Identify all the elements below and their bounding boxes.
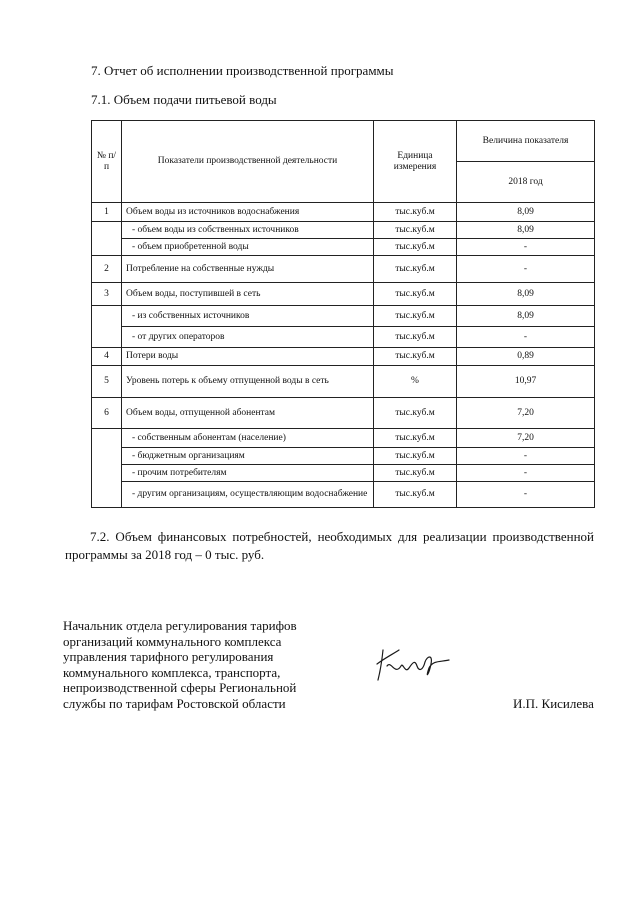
row-indicator: - собственным абонентам (население) — [122, 429, 374, 448]
signatory-name: И.П. Кисилева — [513, 696, 594, 711]
row-unit: тыс.куб.м — [374, 448, 457, 465]
position-line: непроизводственной сферы Региональной — [63, 680, 297, 695]
row-value: 10,97 — [457, 366, 595, 398]
table-row — [92, 327, 595, 348]
row-indicator: Объем воды, поступившей в сеть — [122, 283, 374, 306]
row-unit: тыс.куб.м — [374, 283, 457, 306]
row-indicator: - объем воды из собственных источников — [122, 222, 374, 239]
row-num: 2 — [92, 256, 122, 283]
row-num — [92, 429, 122, 508]
handwritten-signature — [373, 640, 453, 684]
header-indicator: Показатели производственной деятельности — [122, 121, 374, 203]
header-num: № п/п — [92, 121, 122, 203]
row-value: 8,09 — [457, 203, 595, 222]
row-unit: тыс.куб.м — [374, 222, 457, 239]
row-unit: тыс.куб.м — [374, 306, 457, 327]
table-row — [92, 448, 595, 465]
position-line: службы по тарифам Ростовской области — [63, 695, 286, 711]
row-num: 6 — [92, 398, 122, 429]
header-value-group: Величина показателя — [457, 121, 595, 162]
row-unit: тыс.куб.м — [374, 327, 457, 348]
table-row — [92, 203, 595, 222]
row-indicator: Уровень потерь к объему отпущенной воды в сеть — [122, 366, 374, 398]
position-line: Начальник отдела регулирования тарифов — [63, 618, 297, 633]
row-value: 8,09 — [457, 283, 595, 306]
table-row — [92, 222, 595, 239]
row-value: 8,09 — [457, 306, 595, 327]
table-row — [92, 256, 595, 283]
row-unit: тыс.куб.м — [374, 239, 457, 256]
row-unit: тыс.куб.м — [374, 348, 457, 366]
position-line: коммунального комплекса, транспорта, — [63, 664, 281, 680]
row-indicator: - объем приобретенной воды — [122, 239, 374, 256]
row-value: 0,89 — [457, 348, 595, 366]
subsection-title: 7.1. Объем подачи питьевой воды — [91, 92, 277, 107]
row-num: 1 — [92, 203, 122, 222]
table-row — [92, 366, 595, 398]
row-unit: тыс.куб.м — [374, 256, 457, 283]
row-num — [92, 306, 122, 348]
row-indicator: - от других операторов — [122, 327, 374, 348]
row-num — [92, 222, 122, 256]
row-value: 8,09 — [457, 222, 595, 239]
row-unit: тыс.куб.м — [374, 482, 457, 508]
row-indicator: - из собственных источников — [122, 306, 374, 327]
row-value: - — [457, 482, 595, 508]
table-row — [92, 283, 595, 306]
table-row — [92, 398, 595, 429]
position-line: управления тарифного регулирования — [63, 649, 274, 664]
row-unit: тыс.куб.м — [374, 429, 457, 448]
row-num: 4 — [92, 348, 122, 366]
row-indicator: - бюджетным организациям — [122, 448, 374, 465]
row-value: - — [457, 256, 595, 283]
table-row — [92, 465, 595, 482]
row-value: - — [457, 327, 595, 348]
table-row — [92, 429, 595, 448]
row-unit: тыс.куб.м — [374, 398, 457, 429]
row-indicator: - другим организациям, осуществляющим водоснабжение — [122, 482, 374, 508]
row-indicator: Объем воды из источников водоснабжения — [122, 203, 374, 222]
header-year: 2018 год — [457, 162, 595, 203]
position-line: организаций коммунального комплекса — [63, 633, 282, 649]
row-value: - — [457, 465, 595, 482]
row-indicator: Потребление на собственные нужды — [122, 256, 374, 283]
row-value: 7,20 — [457, 429, 595, 448]
row-indicator: Объем воды, отпущенной абонентам — [122, 398, 374, 429]
row-unit: тыс.куб.м — [374, 465, 457, 482]
table-row — [92, 239, 595, 256]
section-title: 7. Отчет об исполнении производственной программы — [91, 63, 394, 78]
row-value: - — [457, 448, 595, 465]
row-indicator: Потери воды — [122, 348, 374, 366]
financial-paragraph: 7.2. Объем финансовых потребностей, необходимых для реализации производственной программы за 2018 год – 0 тыс. руб. — [65, 529, 594, 562]
row-num: 5 — [92, 366, 122, 398]
row-indicator: - прочим потребителям — [122, 465, 374, 482]
row-value: 7,20 — [457, 398, 595, 429]
water-supply-table — [91, 120, 595, 508]
header-unit: Единица измерения — [374, 121, 457, 203]
row-unit: тыс.куб.м — [374, 203, 457, 222]
row-unit: % — [374, 366, 457, 398]
row-num: 3 — [92, 283, 122, 306]
signatory-position — [63, 618, 297, 711]
table-row — [92, 482, 595, 508]
table-row — [92, 306, 595, 327]
table-row — [92, 348, 595, 366]
row-value: - — [457, 239, 595, 256]
